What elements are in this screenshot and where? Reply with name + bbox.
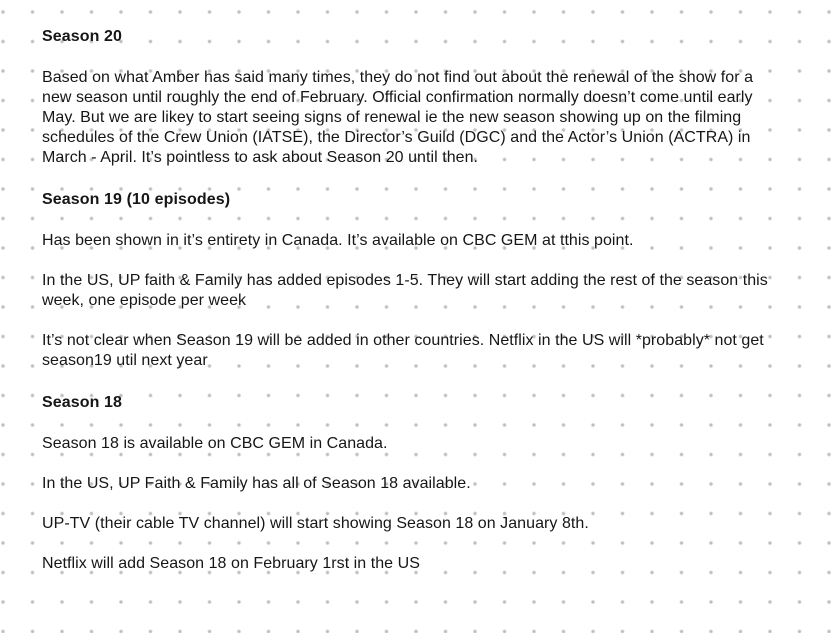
section-season-19	[42, 190, 778, 371]
season-19-paragraph-us: In the US, UP faith & Family has added episodes 1-5. They will start adding the rest of the season this week, one episode per week	[42, 272, 768, 309]
season-18-paragraph-canada: Season 18 is available on CBC GEM in Canada.	[42, 435, 388, 452]
season-19-paragraph-canada: Has been shown in it’s entirety in Canada. It’s available on CBC GEM at tthis point.	[42, 232, 634, 249]
season-18-paragraph-netflix: Netflix will add Season 18 on February 1rst in the US	[42, 555, 420, 572]
season-18-paragraph-us: In the US, UP Faith & Family has all of Season 18 available.	[42, 475, 471, 492]
season-18-paragraph-uptv: UP-TV (their cable TV channel) will start showing Season 18 on January 8th.	[42, 515, 589, 532]
season-19-heading: Season 19 (10 episodes)	[42, 191, 231, 208]
season-18-heading: Season 18	[42, 394, 123, 411]
season-20-heading: Season 20	[42, 28, 123, 45]
section-season-20	[42, 27, 778, 168]
season-20-paragraph-renewal-info: Based on what Amber has said many times, they do not find out about the renewal of the show for a new season until roughly the end of February. Official confirmation normally doesn’t come until early May. But we are likey to start seeing signs of renewal ie the new season showing up on the filming schedules of the Crew Union (IATSE), the Director’s Guild (DGC) and the Actor’s Union (ACTRA) in March - April. It’s pointless to ask about Season 20 until then.	[42, 69, 754, 166]
section-season-18	[42, 393, 778, 574]
season-19-paragraph-other-countries: It’s not clear when Season 19 will be added in other countries. Netflix in the US will *probably* not get season19 util next year	[42, 332, 764, 369]
